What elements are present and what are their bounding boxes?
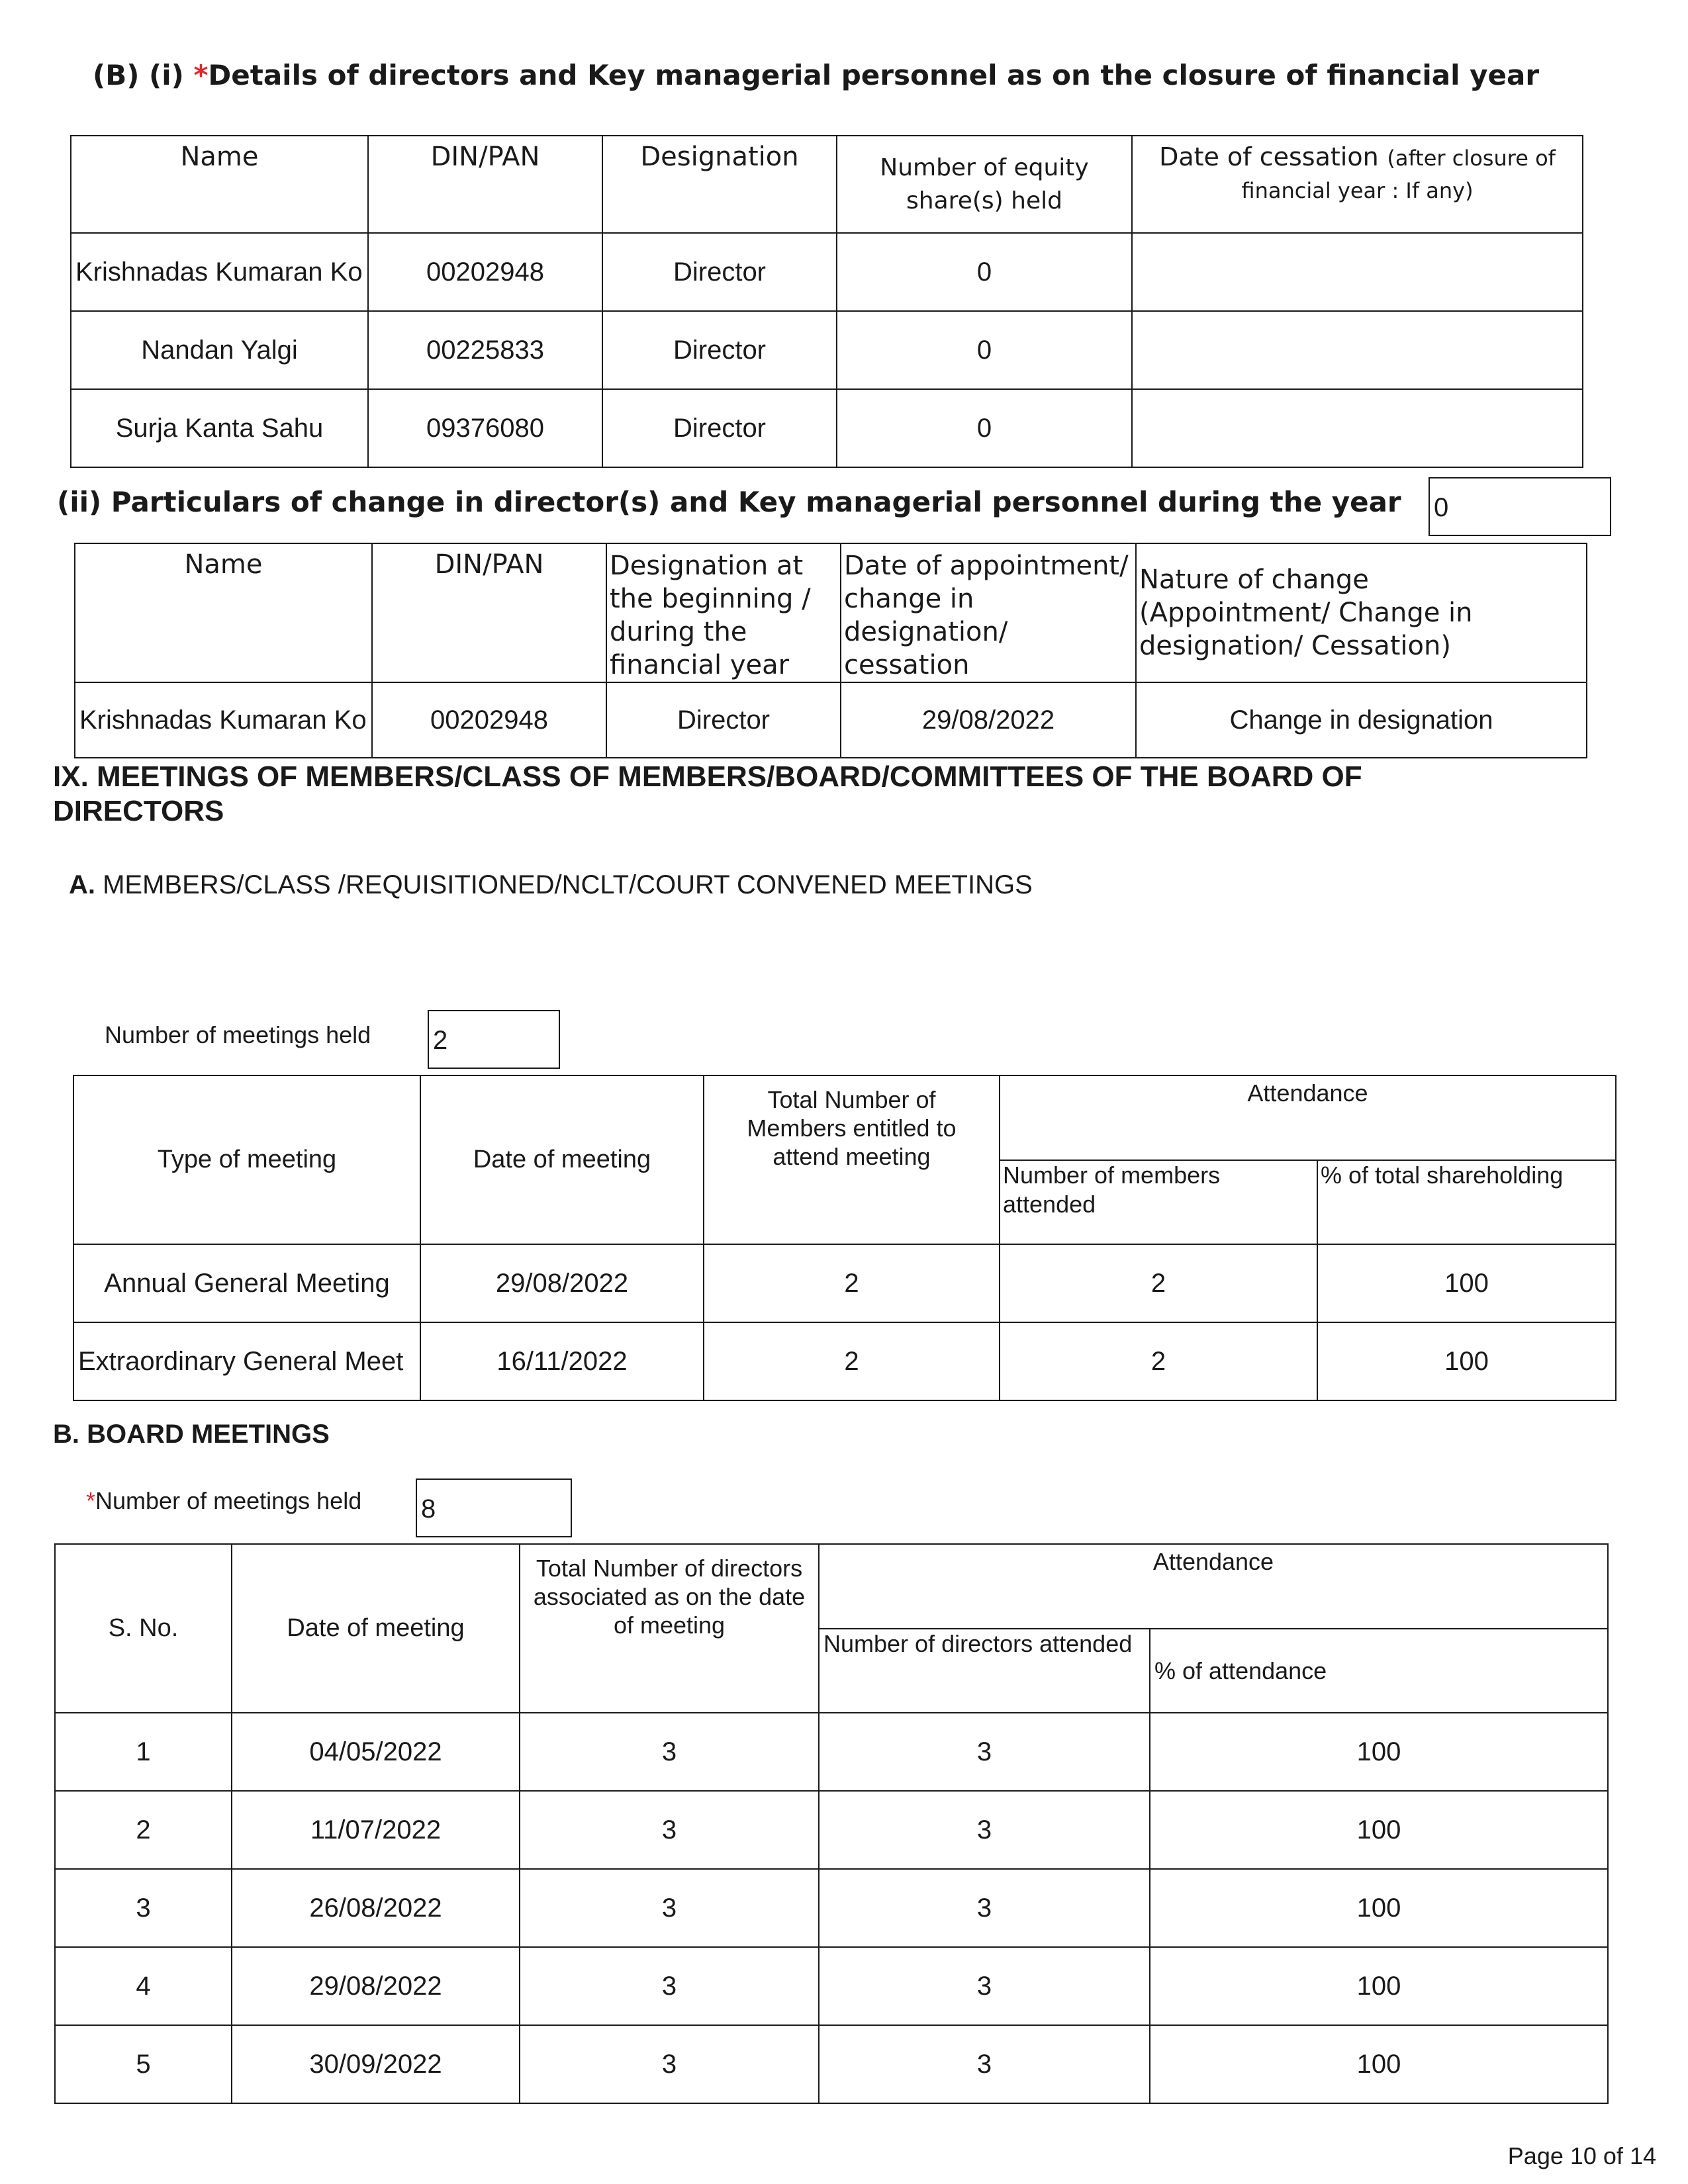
meeting-total: 2 <box>704 1322 1000 1400</box>
section-bii-title: (ii) Particulars of change in director(s) and Key managerial personnel during the year <box>57 486 1401 518</box>
board-meetings-count-field[interactable]: 8 <box>416 1479 572 1537</box>
cessation-note-2: financial year : If any) <box>1241 178 1474 203</box>
change-count-field[interactable]: 0 <box>1429 477 1611 536</box>
meeting-date: 29/08/2022 <box>420 1244 704 1322</box>
director-shares: 0 <box>837 389 1132 467</box>
col-header-date: Date of meeting <box>420 1075 704 1244</box>
table-row <box>55 1713 1608 1791</box>
board-date: 30/09/2022 <box>232 2025 520 2103</box>
director-cessation <box>1132 311 1583 389</box>
board-date: 26/08/2022 <box>232 1869 520 1947</box>
board-meetings-label <box>86 1486 361 1516</box>
director-designation: Director <box>602 389 837 467</box>
col-header-directors-attended: Number of directors attended <box>819 1629 1150 1713</box>
director-name: Surja Kanta Sahu <box>71 389 368 467</box>
table-row <box>71 233 1583 311</box>
director-name: Krishnadas Kumaran Ko <box>71 233 368 311</box>
board-sno: 1 <box>55 1713 232 1791</box>
col-header-total-directors: Total Number of directors associated as on the date of meeting <box>520 1544 819 1713</box>
table-row <box>73 1244 1616 1322</box>
section-a-title-text: MEMBERS/CLASS /REQUISITIONED/NCLT/COURT CONVENED MEETINGS <box>95 870 1033 899</box>
meeting-attended: 2 <box>1000 1322 1317 1400</box>
col-header-shares: Number of equity share(s) held <box>837 136 1132 233</box>
board-sno: 2 <box>55 1791 232 1869</box>
section-ix-title-line1: IX. MEETINGS OF MEMBERS/CLASS OF MEMBERS/BOARD/COMMITTEES OF THE BOARD OF <box>53 760 1362 793</box>
board-pct: 100 <box>1150 1791 1608 1869</box>
director-din: 00202948 <box>368 233 602 311</box>
meeting-pct: 100 <box>1317 1244 1616 1322</box>
board-attended: 3 <box>819 2025 1150 2103</box>
director-shares: 0 <box>837 233 1132 311</box>
board-attended: 3 <box>819 1947 1150 2025</box>
section-b-title-text: Details of directors and Key managerial personnel as on the closure of financial year <box>208 59 1540 91</box>
col-header-nature-of-change: Nature of change (Appointment/ Change in designation/ Cessation) <box>1136 543 1587 682</box>
board-pct: 100 <box>1150 1713 1608 1791</box>
col-header-designation: Designation <box>602 136 837 233</box>
meeting-type: Annual General Meeting <box>73 1244 420 1322</box>
col-header-designation-during: Designation at the beginning / during the financial year <box>606 543 841 682</box>
board-total: 3 <box>520 1869 819 1947</box>
section-ix-title <box>53 760 1362 829</box>
section-a-title <box>69 868 1033 901</box>
change-designation: Director <box>606 682 841 758</box>
col-header-members-attended: Number of members attended <box>1000 1160 1317 1244</box>
section-b-title <box>93 56 1539 95</box>
cessation-note-1: (after closure of <box>1387 146 1556 171</box>
board-pct: 100 <box>1150 2025 1608 2103</box>
change-name: Krishnadas Kumaran Ko <box>75 682 372 758</box>
col-header-date: Date of meeting <box>232 1544 520 1713</box>
board-total: 3 <box>520 1791 819 1869</box>
board-pct: 100 <box>1150 1947 1608 2025</box>
board-total: 3 <box>520 1713 819 1791</box>
col-header-total-members: Total Number of Members entitled to attend meeting <box>704 1075 1000 1244</box>
section-a-label: A. <box>69 870 95 899</box>
board-pct: 100 <box>1150 1869 1608 1947</box>
col-header-din: DIN/PAN <box>368 136 602 233</box>
col-header-sno: S. No. <box>55 1544 232 1713</box>
meeting-date: 16/11/2022 <box>420 1322 704 1400</box>
required-star: * <box>86 1487 96 1514</box>
table-row <box>71 311 1583 389</box>
members-meetings-table <box>73 1075 1617 1401</box>
table-row <box>75 682 1587 758</box>
director-designation: Director <box>602 233 837 311</box>
board-meetings-table <box>54 1543 1609 2104</box>
page-number: Page 10 of 14 <box>1507 2142 1656 2169</box>
board-meetings-label-text: Number of meetings held <box>95 1487 362 1514</box>
change-din: 00202948 <box>372 682 606 758</box>
table-row <box>55 1791 1608 1869</box>
col-header-type: Type of meeting <box>73 1075 420 1244</box>
board-date: 04/05/2022 <box>232 1713 520 1791</box>
table-row <box>55 1947 1608 2025</box>
change-table <box>74 543 1587 758</box>
board-total: 3 <box>520 2025 819 2103</box>
board-date: 29/08/2022 <box>232 1947 520 2025</box>
change-nature: Change in designation <box>1136 682 1587 758</box>
members-meetings-count-field[interactable]: 2 <box>428 1010 560 1069</box>
change-date: 29/08/2022 <box>841 682 1136 758</box>
board-meetings-title: B. BOARD MEETINGS <box>53 1420 330 1449</box>
board-total: 3 <box>520 1947 819 2025</box>
director-shares: 0 <box>837 311 1132 389</box>
board-attended: 3 <box>819 1713 1150 1791</box>
section-ix-title-line2: DIRECTORS <box>53 795 224 827</box>
col-header-din: DIN/PAN <box>372 543 606 682</box>
cessation-main: Date of cessation <box>1159 142 1379 171</box>
board-attended: 3 <box>819 1869 1150 1947</box>
col-header-attendance: Attendance <box>1000 1075 1616 1160</box>
directors-table <box>70 135 1583 468</box>
table-row <box>73 1322 1616 1400</box>
table-row <box>55 2025 1608 2103</box>
meeting-pct: 100 <box>1317 1322 1616 1400</box>
col-header-name: Name <box>75 543 372 682</box>
board-date: 11/07/2022 <box>232 1791 520 1869</box>
board-attended: 3 <box>819 1791 1150 1869</box>
col-header-attendance-pct: % of attendance <box>1150 1629 1608 1713</box>
director-cessation <box>1132 233 1583 311</box>
meeting-type: Extraordinary General Meet <box>73 1322 420 1400</box>
section-b-prefix: (B) (i) <box>93 59 194 91</box>
table-row <box>55 1869 1608 1947</box>
director-designation: Director <box>602 311 837 389</box>
director-din: 00225833 <box>368 311 602 389</box>
board-sno: 4 <box>55 1947 232 2025</box>
board-sno: 5 <box>55 2025 232 2103</box>
required-star: * <box>193 59 209 91</box>
members-meetings-label: Number of meetings held <box>105 1021 371 1048</box>
table-row <box>71 389 1583 467</box>
col-header-appointment-date: Date of appointment/ change in designation/ cessation <box>841 543 1136 682</box>
director-cessation <box>1132 389 1583 467</box>
col-header-attendance: Attendance <box>819 1544 1608 1629</box>
meeting-total: 2 <box>704 1244 1000 1322</box>
col-header-shareholding-pct: % of total shareholding <box>1317 1160 1616 1244</box>
meeting-attended: 2 <box>1000 1244 1317 1322</box>
director-name: Nandan Yalgi <box>71 311 368 389</box>
director-din: 09376080 <box>368 389 602 467</box>
board-sno: 3 <box>55 1869 232 1947</box>
col-header-cessation <box>1132 136 1583 233</box>
col-header-name: Name <box>71 136 368 233</box>
